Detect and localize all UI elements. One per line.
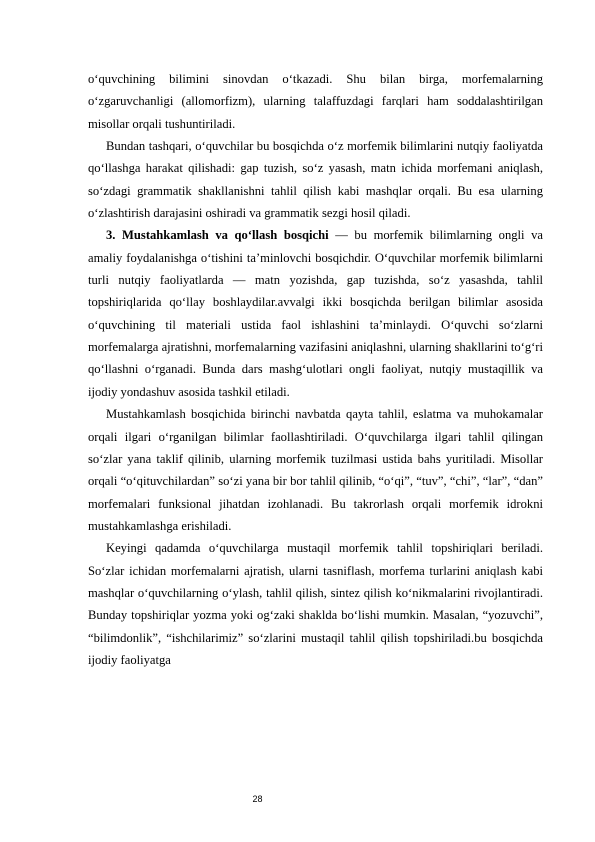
document-body (88, 68, 543, 671)
paragraph-stage-three (88, 224, 543, 403)
section-heading-text: — bu morfemik bilimlarning ongli va amaliy foydalanishga o‘tishini ta’minlovchi bosqichdir. O‘quvchilar morfemik bilimlarni turli nutqiy faoliyatlarda — matn yozishda, gap tuzishda, so‘z yasashda, tahlil topshiriqlarida qo‘llay boshlaydilar.avvalgi ikki bosqichda berilgan bilimlar asosida o‘quvchining til materiali ustida faol ishlashini ta’minlaydi. O‘quvchi so‘zlarni morfemalarga ajratishni, morfemalarning vazifasini aniqlashni, ularning shakllarini to‘g‘ri qo‘llashni o‘rganadi. Bunda dars mashg‘ulotlari ongli faoliyat, nutqiy mustaqillik va ijodiy yondashuv asosida tashkil etiladi. (88, 228, 544, 399)
page-number (0, 794, 595, 804)
paragraph-practice: Bundan tashqari, o‘quvchilar bu bosqichda o‘z morfemik bilimlarini nutqiy faoliyatda qo‘llashga harakat qilishadi: gap tuzish, so‘z yasash, matn ichida morfemani aniqlash, so‘zdagi grammatik shakllanishni tahlil qilish kabi mashqlar orqali. Bu esa ularning o‘zlashtirish darajasini oshiradi va grammatik sezgi hosil qiladi. (88, 139, 543, 221)
paragraph-continuation: o‘quvchining bilimini sinovdan o‘tkazadi. Shu bilan birga, morfemalarning o‘zgaruvchanligi (allomorfizm), ularning talaffuzdagi farqlari ham soddalashtirilgan misollar orqali tushuntiriladi. (88, 72, 543, 131)
paragraph-reinforcement: Mustahkamlash bosqichida birinchi navbatda qayta tahlil, eslatma va muhokamalar orqali ilgari o‘rganilgan bilimlar faollashtiriladi. O‘quvchilarga ilgari tahlil qilingan so‘zlar yana taklif qilinib, ularning morfemik tuzilmasi ustida bahs yuritiladi. Misollar orqali “o‘qituvchilardan” so‘zi yana bir bor tahlil qilinib, “o‘qi”, “tuv”, “chi”, “lar”, “dan” morfemalari funksional jihatdan izohlanadi. Bu takrorlash orqali morfemik idrokni mustahkamlashga erishiladi. (88, 407, 543, 533)
section-heading: 3. Mustahkamlash va qo‘llash bosqichi (106, 228, 329, 243)
paragraph-independent-tasks: Keyingi qadamda o‘quvchilarga mustaqil morfemik tahlil topshiriqlari beriladi. So‘zlar ichidan morfemalarni ajratish, ularni tasniflash, morfema turlarini aniqlash kabi mashqlar o‘quvchilarning o‘ylash, tahlil qilish, sintez qilish ko‘nikmalarini rivojlantiradi. Bunday topshiriqlar yozma yoki og‘zaki shaklda bo‘lishi mumkin. Masalan, “yozuvchi”, “bilimdonlik”, “ishchilarimiz” so‘zlarini mustaqil tahlil qilish topshiriladi.bu bosqichda ijodiy faoliyatga (88, 541, 543, 667)
page-number-label: 28 (252, 794, 263, 804)
